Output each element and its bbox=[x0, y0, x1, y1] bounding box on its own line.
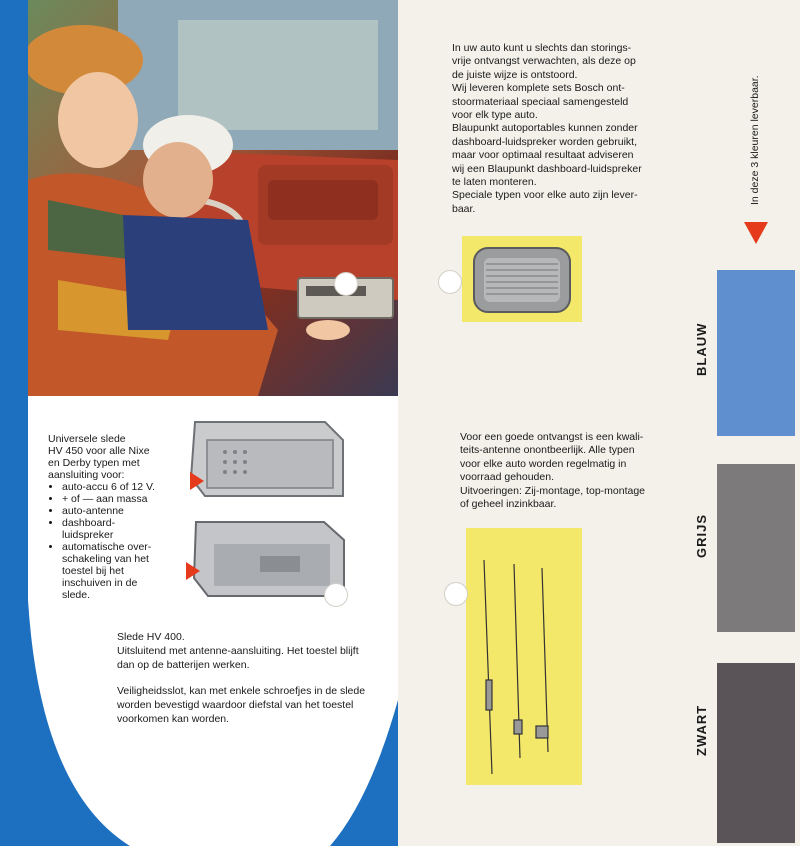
security-lock-text: Veiligheidsslot, kan met enkele schroefjes in de slede worden bevestigd waardoor diefstal van het toestel voorkomen kan worden. bbox=[117, 685, 366, 725]
slede-hv450-intro: Universele slede HV 450 voor alle Nixe en Derby typen met aansluiting voor: bbox=[48, 433, 150, 481]
swatch-label-grijs: GRIJS bbox=[694, 513, 709, 558]
slede-hv400-title: Slede HV 400. bbox=[117, 631, 185, 643]
punch-hole bbox=[334, 272, 358, 296]
red-pointer-icon bbox=[744, 222, 768, 244]
punch-hole bbox=[444, 582, 468, 606]
left-panel bbox=[0, 0, 398, 846]
slede-hv400-description bbox=[117, 630, 379, 726]
red-pointer-icon bbox=[190, 472, 204, 490]
slede-hv450-description bbox=[48, 433, 184, 601]
slede-hv400-text: Uitsluitend met antenne-aansluiting. Het toestel blijft dan op de batterijen werken. bbox=[117, 645, 359, 671]
swatch-blauw bbox=[717, 270, 795, 436]
antenna-image bbox=[470, 540, 580, 780]
swatch-label-zwart: ZWART bbox=[694, 704, 709, 756]
swatch-label-blauw: BLAUW bbox=[694, 322, 709, 376]
feature-item: • dashboard- luidspreker bbox=[62, 517, 184, 541]
swatch-zwart bbox=[717, 663, 795, 843]
feature-item: • automatische over- schakeling van het toestel bij het inschuiven in de slede. bbox=[62, 541, 184, 601]
feature-item: • auto-accu 6 of 12 V. bbox=[62, 481, 184, 493]
punch-hole bbox=[324, 583, 348, 607]
feature-item: • + of — aan massa bbox=[62, 493, 184, 505]
colors-note: In deze 3 kleuren leverbaar. bbox=[749, 75, 761, 205]
dashboard-speaker-image bbox=[472, 244, 572, 316]
interference-suppression-text: In uw auto kunt u slechts dan storings- vrije ontvangst verwachten, als deze op de juiste wijze is ontstoord. Wij leveren komplete sets Bosch ont- stoormateriaal speciaal samengesteld voor elk type auto. Blaupunkt autoportables kunnen zonder dashboard-luidspreker worden gebruikt, maar voor optimaal resultaat adviseren wij een Blaupunkt dashboard-luidspreker te laten monteren. Speciale typen voor elke auto zijn lever- baar. bbox=[452, 42, 642, 215]
swatch-grijs bbox=[717, 464, 795, 632]
punch-hole bbox=[438, 270, 462, 294]
antenna-text: Voor een goede ontvangst is een kwali- teits-antenne onontbeerlijk. Alle typen voor elke auto worden regelmatig in voorraad gehouden. Uitvoeringen: Zij-montage, top-montage of geheel inzinkbaar. bbox=[460, 431, 646, 511]
red-pointer-icon bbox=[186, 562, 200, 580]
feature-list bbox=[48, 481, 184, 601]
feature-item: • auto-antenne bbox=[62, 505, 184, 517]
slede-hv450-image bbox=[185, 418, 347, 500]
